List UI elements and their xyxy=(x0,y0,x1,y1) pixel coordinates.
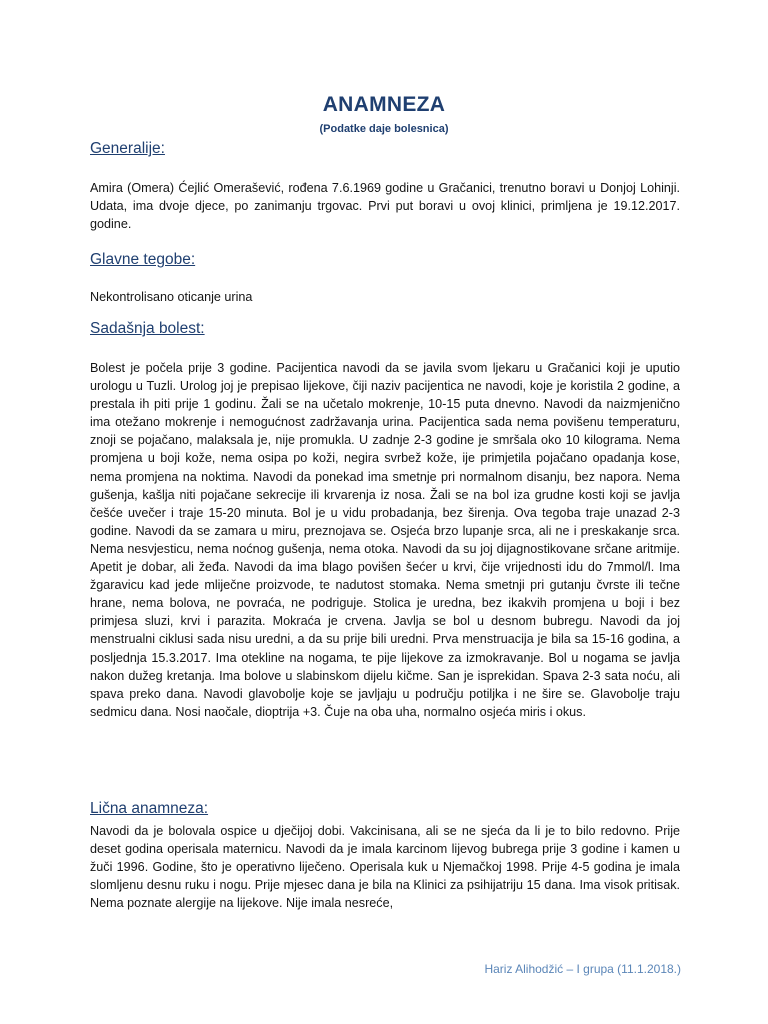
heading-generalije: Generalije: xyxy=(90,140,165,157)
heading-licna-anamneza: Lična anamneza: xyxy=(90,800,209,817)
heading-glavne-tegobe: Glavne tegobe: xyxy=(90,251,196,268)
heading-sadasnja-bolest: Sadašnja bolest: xyxy=(90,320,205,337)
page-footer: Hariz Alihodžić – I grupa (11.1.2018.) xyxy=(484,962,681,976)
paragraph-generalije: Amira (Omera) Ćejlić Omerašević, rođena 7.6.1969 godine u Gračanici, trenutno boravi u Donjoj Lohinji. Udata, ima dvoje djece, po zanimanju trgovac. Prvi put boravi u ovoj klinici, primljena je 19.12.2017. godine. xyxy=(90,181,680,232)
paragraph-licna-anamneza: Navodi da je bolovala ospice u dječijoj dobi. Vakcinisana, ali se ne sjeća da li je to bilo redovno. Prije deset godina operisala maternicu. Navodi da je imala karcinom lijevog bubrega prije 3 godine i kamen u žuči 1996. Godine, što je operativno liječeno. Operisala kuk u Njemačkoj 1998. Prije 4-5 godina je imala slomljenu desnu ruku i nogu. Prije mjesec dana je bila na Klinici za psihijatriju 15 dana. Ima visok pritisak. Nema poznate alergije na lijekove. Nije imala nesreće, xyxy=(90,824,680,911)
paragraph-sadasnja-bolest: Bolest je počela prije 3 godine. Pacijentica navodi da se javila svom ljekaru u Gračanici koji je uputio urologu u Tuzli. Urolog joj je prepisao lijekove, čiji naziv pacijentica ne navodi, koje je koristila 2 godine, a prestala ih piti prije 1 godinu. Žali se na učetalo mokrenje, 10-15 puta dnevno. Navodi da naizmjenično ima otežano mokrenje i nemogućnost zadržavanja urina. Pacijentica sada nema povišenu temperaturu, znoji se pojačano, malaksala je, nije promukla. U zadnje 2-3 godine je smršala oko 10 kilograma. Nema promjena u boji kože, nema osipa po koži, negira svrbež kože, ije primjetila pojačano opadanja kose, nema promjena na noktima. Navodi da ponekad ima smetnje pri normalnom disanju, bez napora. Nema gušenja, kašlja niti pojačane sekrecije ili krvarenja iz nosa. Žali se na bol iza grudne kosti koji se javlja češće uvečer i traje 15-20 minuta. Bol je u vidu probadanja, bez širenja. Ova tegoba traje unazad 2-3 godine. Navodi da se zamara u miru, preznojava se. Osjeća brzo lupanje srca, ali ne i preskakanje srca. Nema nesvjesticu, nema noćnog gušenja, nema otoka. Navodi da su joj dijagnostikovane srčane aritmije. Apetit je dobar, ali žeđa. Navodi da ima blago povišen šećer u krvi, čije vrijednosti idu do 7mmol/l. Ima žgaravicu kad jede mliječne proizvode, te nadutost stomaka. Nema smetnji pri gutanju čvrste ili tečne hrane, nema bolova, ne povraća, ne podriguje. Stolica je uredna, bez ikakvih promjena u boji i bez primjesa sluzi, krvi i parazita. Mokraća je crvena. Javlja se bol u desnom bubregu. Navodi da joj menstrualni ciklusi sada nisu uredni, a da su prije bili uredni. Prva menstruacija je bila sa 15-16 godina, a posljednja 15.3.2017. Ima otekline na nogama, te pije lijekove za izmokravanje. Bol u nogama se javlja nakon dužeg kretanja. Ima bolove u slabinskom dijelu kičme. San je isprekidan. Spava 2-3 sata noću, ali spava preko dana. Navodi glavobolje koje se javljaju u području potiljka i ne šire se. Glavobolje traju sedmicu dana. Nosi naočale, dioptrija +3. Čuje na oba uha, normalno osjeća miris i okus. xyxy=(90,361,680,719)
page-title: ANAMNEZA xyxy=(322,93,446,116)
paragraph-glavne-tegobe: Nekontrolisano oticanje urina xyxy=(90,290,253,304)
page-subtitle: (Podatke daje bolesnica) xyxy=(319,123,449,135)
